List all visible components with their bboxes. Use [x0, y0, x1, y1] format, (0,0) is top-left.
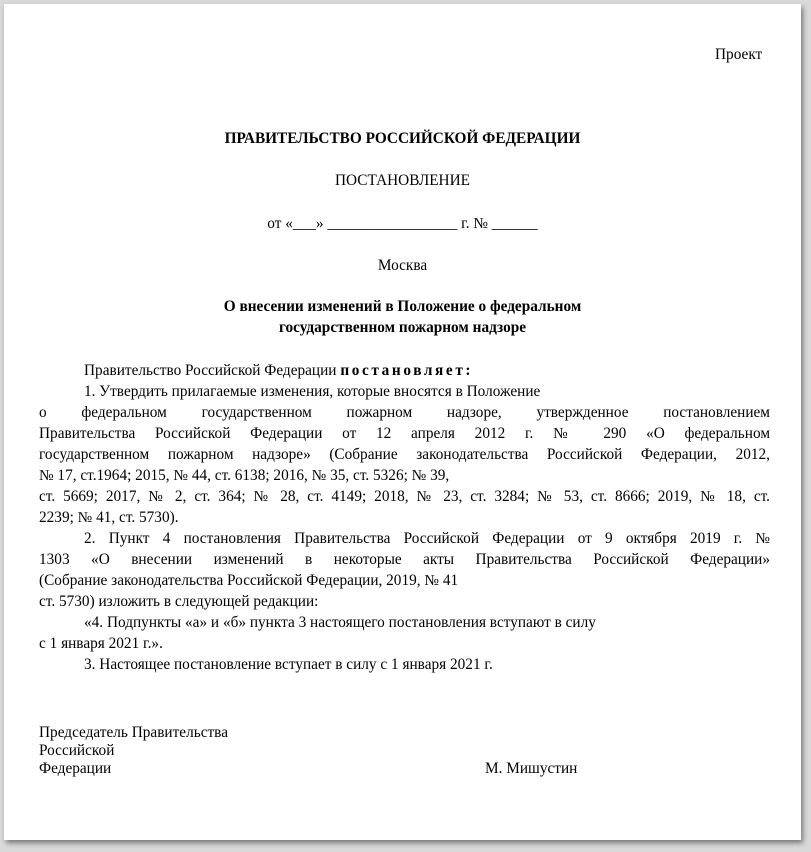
title-line-1: О внесении изменений в Положение о федеральном — [223, 298, 582, 315]
preamble-text: Правительство Российской Федерации — [84, 362, 341, 379]
body-line: 3. Настоящее постановление вступает в силу с 1 января 2021 г. — [84, 656, 493, 673]
draft-label: Проект — [715, 46, 763, 63]
preamble — [84, 360, 473, 381]
body-line: государственном пожарном надзоре» (Собрание законодательства Российской Федерации, 2012, — [39, 446, 770, 463]
preamble-verb: постановляет: — [340, 362, 474, 379]
signature-position-line: Федерации — [39, 760, 112, 777]
body-line: с 1 января 2021 г.». — [39, 635, 163, 652]
body-line: № 17, ст.1964; 2015, № 44, ст. 6138; 2016, № 35, ст. 5326; № 39, — [39, 467, 450, 484]
body-line: ст. 5730) изложить в следующей редакции: — [39, 593, 319, 610]
date-number-line: от «___» _________________ г. № ______ — [267, 215, 538, 232]
signature-position-line: Председатель Правительства — [39, 724, 228, 741]
body-line: 1303 «О внесении изменений в некоторые акты Правительства Российской Федерации» — [39, 551, 770, 568]
body-line: 2239; № 41, ст. 5730). — [39, 509, 179, 526]
document-page — [4, 4, 801, 840]
body-line: 1. Утвердить прилагаемые изменения, которые вносятся в Положение — [84, 383, 541, 400]
body-line: (Собрание законодательства Российской Федерации, 2019, № 41 — [39, 572, 459, 589]
body-line: «4. Подпункты «а» и «б» пункта 3 настоящего постановления вступают в силу — [84, 614, 596, 631]
signature-position-line: Российской — [39, 742, 115, 759]
title-line-2: государственном пожарном надзоре — [278, 319, 527, 336]
body-line: ст. 5669; 2017, № 2, ст. 364; № 28, ст. 4149; 2018, № 23, ст. 3284; № 53, ст. 8666; 2019, № 18, ст. — [39, 488, 770, 505]
body-line: 2. Пункт 4 постановления Правительства Российской Федерации от 9 октября 2019 г. № — [84, 530, 770, 547]
city: Москва — [377, 257, 428, 274]
document-type: ПОСТАНОВЛЕНИЕ — [335, 172, 470, 189]
authority-heading: ПРАВИТЕЛЬСТВО РОССИЙСКОЙ ФЕДЕРАЦИИ — [224, 130, 581, 147]
signature-name: М. Мишустин — [485, 760, 578, 777]
body-line: о федеральном государственном пожарном надзоре, утвержденное постановлением — [39, 404, 770, 421]
body-line: Правительства Российской Федерации от 12 апреля 2012 г. № 290 «О федеральном — [39, 425, 770, 442]
